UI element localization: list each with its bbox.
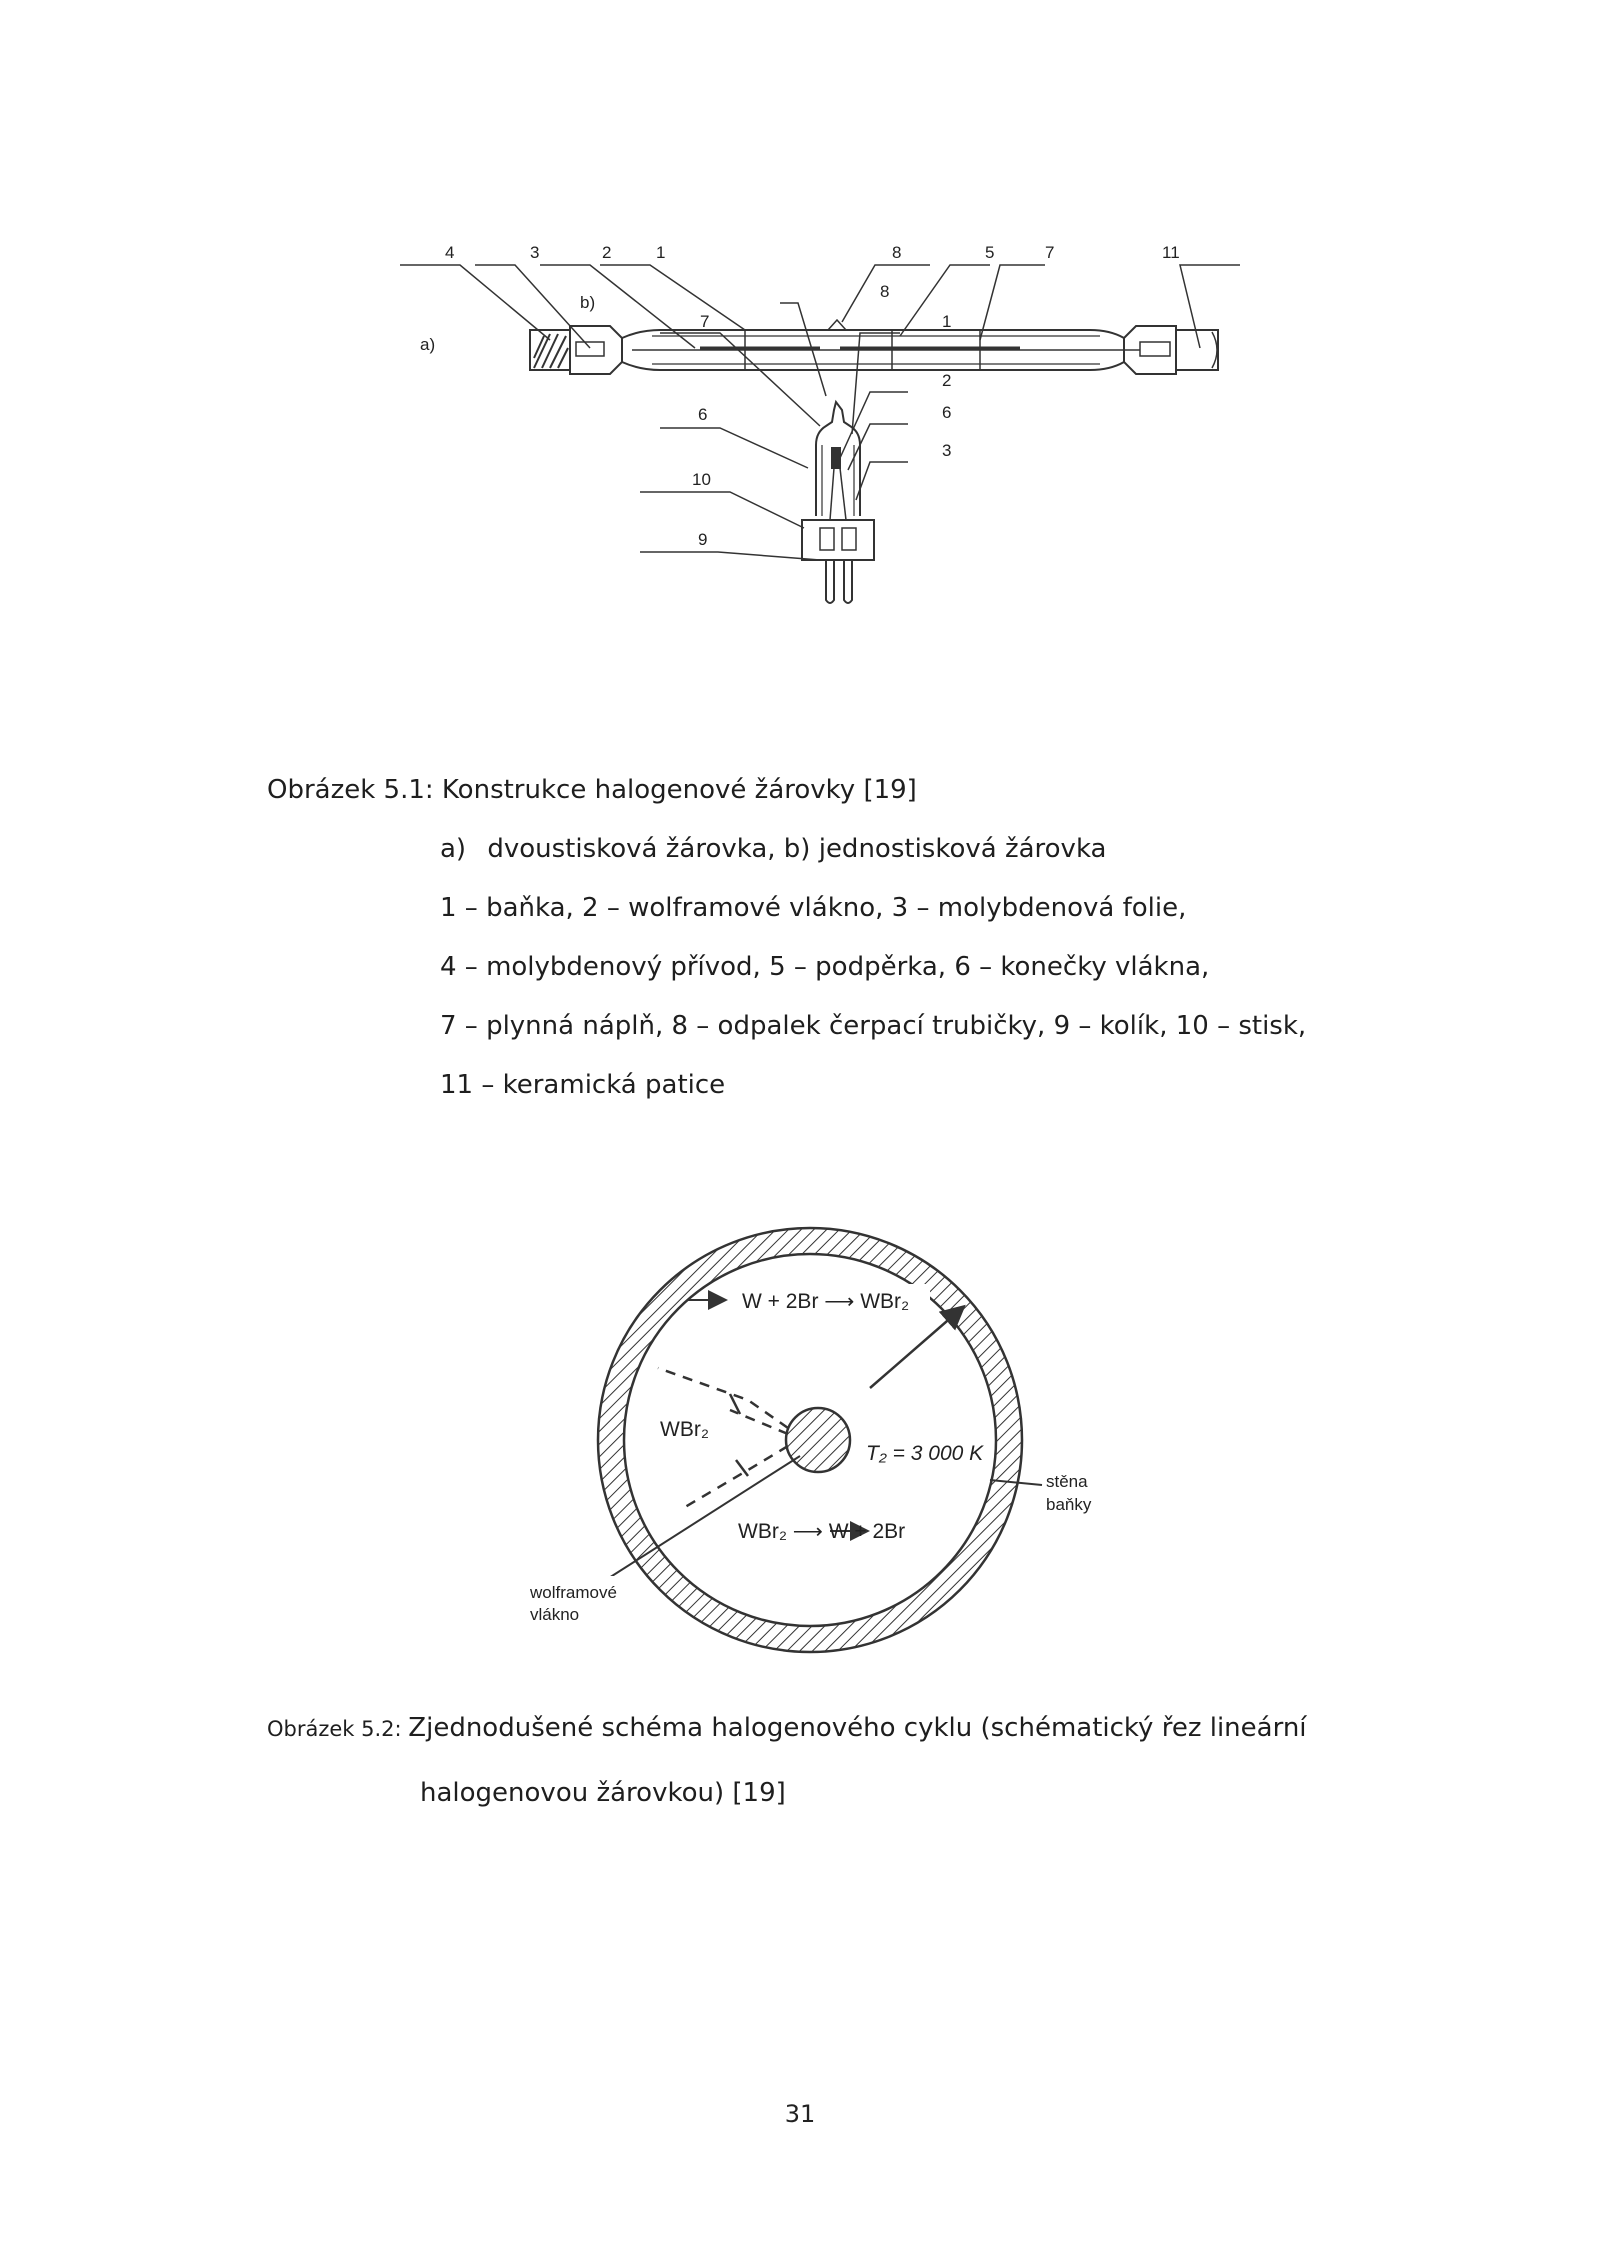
- page-number: 31: [784, 2100, 816, 2128]
- wall-label-line2: baňky: [1046, 1495, 1092, 1514]
- reaction-bottom: WBr₂ ⟶ W + 2Br: [738, 1520, 906, 1543]
- part-number-a-2: 2: [602, 243, 612, 262]
- part-number-a-1: 1: [656, 243, 666, 262]
- part-number-b-9: 9: [698, 530, 708, 549]
- figure-halogen-lamp-construction: [400, 200, 1240, 740]
- label-b: b): [580, 293, 596, 312]
- filament-label-line2: vlákno: [530, 1605, 580, 1624]
- wall-label-line1: stěna: [1046, 1472, 1088, 1491]
- part-number-a-5: 5: [985, 243, 995, 262]
- figure-5-1-caption-line: 4 – molybdenový přívod, 5 – podpěrka, 6 – konečky vlákna,: [440, 952, 1210, 982]
- label-a: a): [420, 335, 436, 354]
- figure-5-1-caption-line: 7 – plynná náplň, 8 – odpalek čerpací trubičky, 9 – kolík, 10 – stisk,: [440, 1011, 1307, 1041]
- wbr2-left-label: WBr₂: [660, 1418, 709, 1441]
- figure-5-2-caption-line2: halogenovou žárovkou) [19]: [420, 1778, 786, 1808]
- leader-lines-b: [640, 303, 908, 560]
- part-number-b-8: 8: [880, 282, 890, 301]
- part-number-a-11: 11: [1162, 243, 1180, 262]
- part-number-b-3: 3: [942, 441, 952, 460]
- part-number-a-3: 3: [530, 243, 540, 262]
- figure-halogen-cycle-schematic: [530, 1220, 1150, 1660]
- single-ended-lamp-drawing: [802, 402, 874, 603]
- temperature-label: T₂ = 3 000 K: [866, 1442, 984, 1465]
- part-number-b-1: 1: [942, 312, 952, 331]
- double-ended-lamp-drawing: [530, 320, 1218, 374]
- figure-5-1-caption-line: 11 – keramická patice: [440, 1070, 726, 1100]
- figure-5-1-caption-line: 1 – baňka, 2 – wolframové vlákno, 3 – molybdenová folie,: [440, 893, 1187, 923]
- figure-5-1-caption-line: a) dvoustisková žárovka, b) jednostisková žárovka: [440, 834, 1107, 864]
- part-number-b-10: 10: [692, 470, 711, 489]
- part-number-a-4: 4: [445, 243, 455, 262]
- part-number-b-6-right: 6: [942, 403, 952, 422]
- part-number-b-2: 2: [942, 371, 952, 390]
- figure-5-2-caption-prefix: Obrázek 5.2:: [267, 1717, 409, 1741]
- part-number-b-7: 7: [700, 312, 710, 331]
- figure-5-2-caption-line1: [267, 1713, 1307, 1744]
- part-number-a-8: 8: [892, 243, 902, 262]
- part-number-a-7: 7: [1045, 243, 1055, 262]
- reaction-top: W + 2Br ⟶ WBr₂: [742, 1290, 910, 1313]
- part-number-b-6-left: 6: [698, 405, 708, 424]
- filament-label-line1: wolframové: [530, 1583, 617, 1602]
- figure-5-1-caption-title: Obrázek 5.1: Konstrukce halogenové žárovky [19]: [267, 775, 917, 805]
- figure-5-2-caption-text: Zjednodušené schéma halogenového cyklu (schématický řez lineární: [408, 1713, 1307, 1743]
- filament-cross-section: [786, 1408, 850, 1472]
